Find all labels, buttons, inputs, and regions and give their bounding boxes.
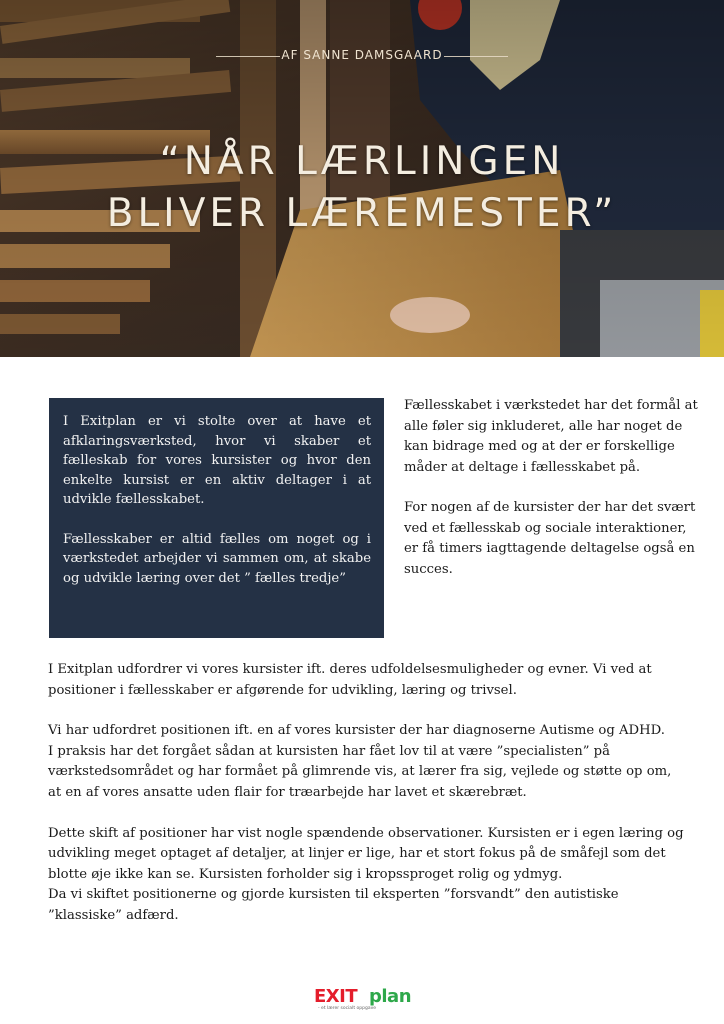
- title-line-2: BLIVER LÆREMESTER”: [106, 191, 618, 236]
- logo-exit-text: EXIT: [314, 986, 358, 1007]
- body-paragraph-5: Da vi skiftet positionerne og gjorde kursisten til eksperten ”forsvandt” den autistiske ”klassiske” adfærd.: [48, 887, 619, 923]
- body-paragraph-2: Vi har udfordret positionen ift. en af vores kursister der har diagnoserne Autisme og ADHD.: [48, 723, 665, 739]
- callout-paragraph-2: Fællesskaber er altid fælles om noget og i værkstedet arbejder vi sammen om, at skabe og udvikle læring over det ” fælles tredje”: [63, 531, 371, 586]
- body-paragraph-3: I praksis har det forgået sådan at kursisten har fået lov til at være ”specialisten” på værkstedsområdet og har formået på glimrende vis, at lærer fra sig, vejlede og støtte op om, at en af vores ansatte uden flair for træarbejde har lavet et skærebræt.: [48, 743, 672, 800]
- exitplan-logo: [310, 986, 430, 1018]
- body-paragraph-1: I Exitplan udfordrer vi vores kursister ift. deres udfoldelsesmuligheder og evner. Vi ved at positioner i fællesskaber er afgørende for udvikling, læring og trivsel.: [48, 662, 652, 698]
- logo-plan-text: plan: [369, 986, 412, 1007]
- intro-callout-box: [49, 398, 384, 638]
- article-title: [0, 136, 724, 240]
- author-byline: AF SANNE DAMSGAARD: [281, 48, 443, 62]
- right-paragraph-2: For nogen af de kursister der har det svært ved et fællesskab og sociale interaktioner, er få timers iagttagende deltagelse også en succes.: [404, 500, 696, 577]
- title-line-1: “NÅR LÆRLINGEN: [159, 139, 565, 184]
- hero-photo: [0, 0, 724, 357]
- article-body: [48, 660, 688, 927]
- logo-tagline: - et lærer socialt oppgave: [318, 1006, 377, 1011]
- body-paragraph-4: Dette skift af positioner har vist nogle spændende observationer. Kursisten er i egen læring og udvikling meget optaget af detaljer, at linjer er lige, har et stort fokus på de småfejl som det blotte øje ikke kan se. Kursisten forholder sig i kropssproget rolig og ydmyg.: [48, 825, 684, 882]
- right-paragraph-1: Fællesskabet i værkstedet har det formål at alle føler sig inkluderet, alle har noget de kan bidrage med og at der er forskellige måder at deltage i fællesskabet på.: [404, 398, 698, 475]
- right-column: [404, 396, 704, 580]
- callout-paragraph-1: I Exitplan er vi stolte over at have et afklaringsværksted, hvor vi skaber et fælleskab for vores kursister og hvor den enkelte kursist er en aktiv deltager i at udvikle fællesskabet.: [63, 414, 371, 507]
